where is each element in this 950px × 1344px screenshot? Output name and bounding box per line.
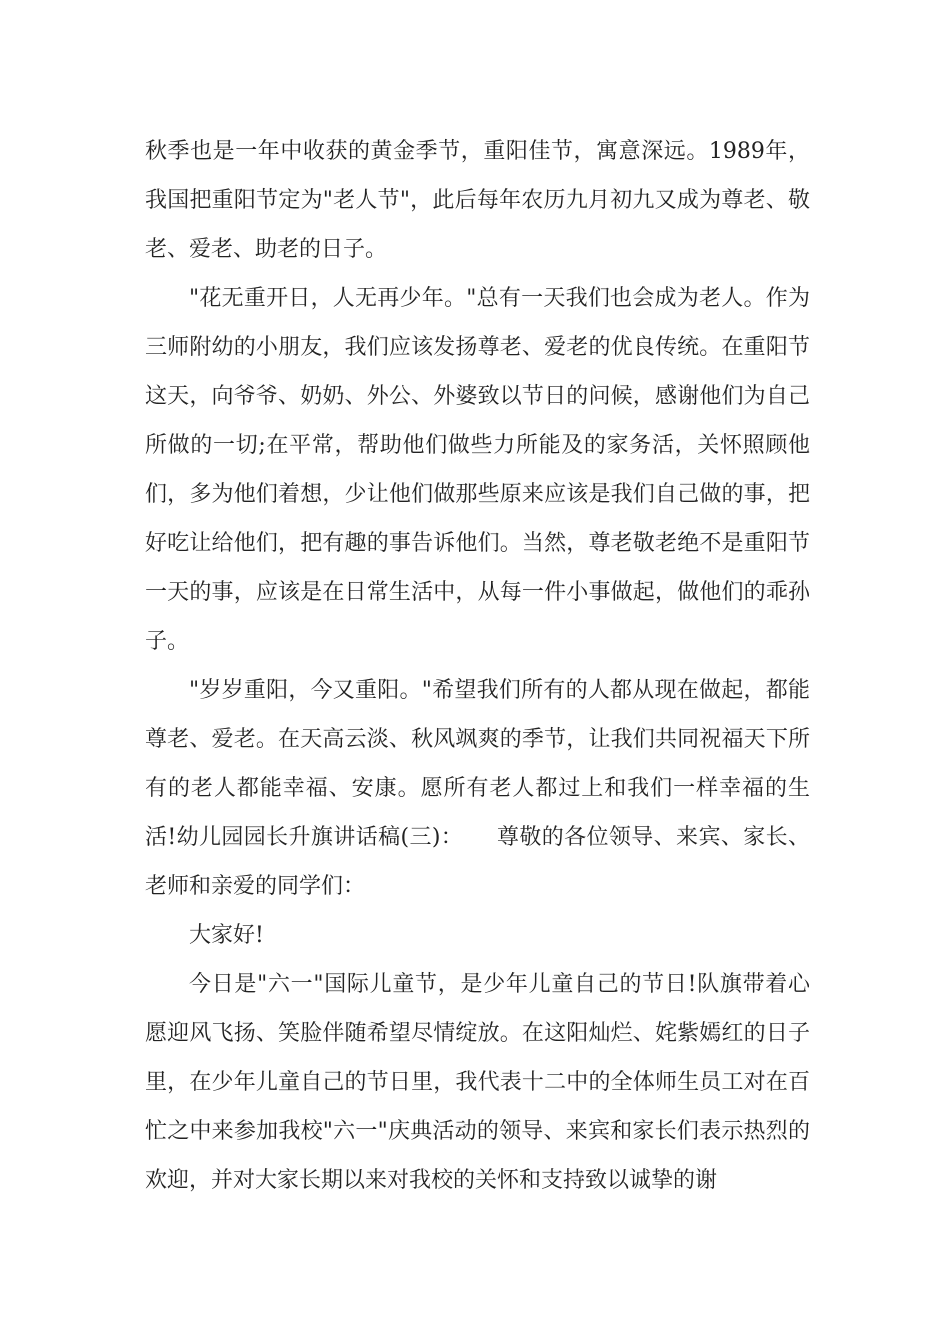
paragraph-1: 秋季也是一年中收获的黄金季节，重阳佳节，寓意深远。1989年，我国把重阳节定为"老人节"，此后每年农历九月初九又成为尊老、敬老、爱老、助老的日子。 [145,139,810,262]
document-body [145,127,810,1205]
paragraph-2: "花无重开日，人无再少年。"总有一天我们也会成为老人。作为三师附幼的小朋友，我们应该发扬尊老、爱老的优良传统。在重阳节这天，向爷爷、奶奶、外公、外婆致以节日的问候，感谢他们为自己所做的一切;在平常，帮助他们做些力所能及的家务活，关怀照顾他们，多为他们着想，少让他们做那些原来应该是我们自己做的事，把好吃让给他们，把有趣的事告诉他们。当然，尊老敬老绝不是重阳节一天的事，应该是在日常生活中，从每一件小事做起，做他们的乖孙子。 [145,286,810,654]
paragraph-3: "岁岁重阳，今又重阳。"希望我们所有的人都从现在做起，都能尊老、爱老。在天高云淡、秋风飒爽的季节，让我们共同祝福天下所有的老人都能幸福、安康。愿所有老人都过上和我们一样幸福的生活!幼儿园园长升旗讲话稿(三)： 尊敬的各位领导、来宾、家长、老师和亲爱的同学们： [145,678,810,899]
paragraph-4: 大家好! [189,923,264,948]
paragraph-5: 今日是"六一"国际儿童节，是少年儿童自己的节日!队旗带着心愿迎风飞扬、笑脸伴随希望尽情绽放。在这阳灿烂、姹紫嫣红的日子里，在少年儿童自己的节日里，我代表十二中的全体师生员工对在百忙之中来参加我校"六一"庆典活动的领导、来宾和家长们表示热烈的欢迎，并对大家长期以来对我校的关怀和支持致以诚挚的谢 [145,972,810,1193]
